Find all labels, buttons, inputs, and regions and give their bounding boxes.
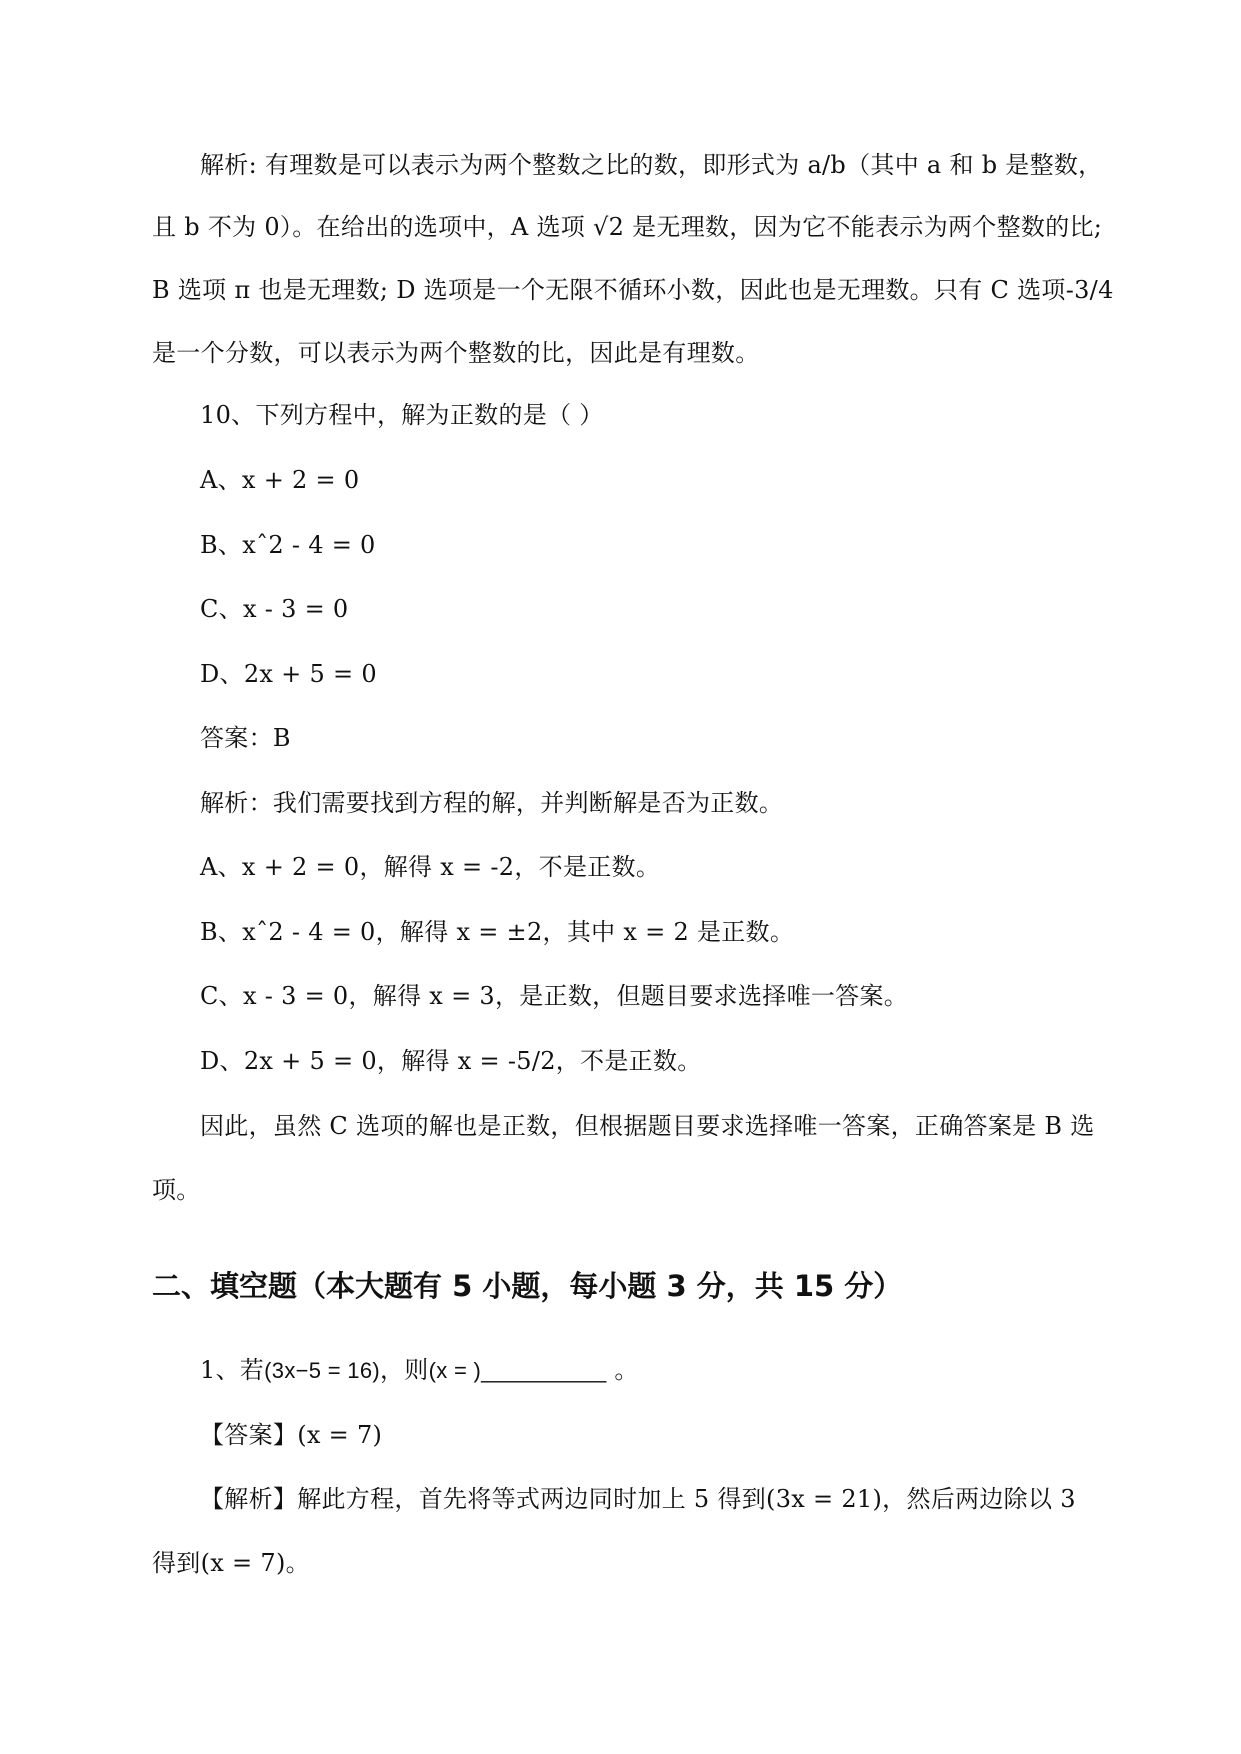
- prev-analysis-line-4: 是一个分数，可以表示为两个整数的比，因此是有理数。: [152, 339, 760, 367]
- fill-question-1-analysis-line-2-text: 得到: [152, 1549, 201, 1577]
- fill-question-1-analysis-line-1: [200, 1484, 1076, 1514]
- prev-analysis-line-1: 解析: 有理数是可以表示为两个整数之比的数，即形式为 a/b（其中 a 和 b 是整数，: [200, 151, 1103, 179]
- question-10-option-b: B、xˆ2 - 4 = 0: [200, 531, 376, 559]
- question-10-analysis-b: B、xˆ2 - 4 = 0，解得 x = ±2，其中 x = 2 是正数。: [200, 918, 795, 946]
- fill-question-1-analysis-text-1: 解此方程，首先将等式两边同时加上 5 得到: [297, 1485, 767, 1513]
- fill-question-1-answer-label: 【答案】: [200, 1421, 298, 1449]
- fill-question-1-mid: ，则: [380, 1356, 429, 1384]
- fill-question-1-equation: (3x−5 = 16): [264, 1358, 380, 1383]
- fill-question-1-analysis-label: 【解析】: [200, 1485, 298, 1513]
- question-10-analysis-d: D、2x + 5 = 0，解得 x = -5/2，不是正数。: [200, 1047, 702, 1075]
- prev-analysis-line-2: 且 b 不为 0）。在给出的选项中，A 选项 √2 是无理数，因为它不能表示为两个整数的比;: [152, 213, 1103, 241]
- fill-question-1-analysis-line-2: [152, 1548, 310, 1578]
- fill-question-1-analysis-equation-1: (3x = 21): [766, 1485, 883, 1513]
- question-10-analysis-intro: 解析：我们需要找到方程的解，并判断解是否为正数。: [200, 789, 784, 817]
- fill-question-1-analysis-line-2-end: 。: [285, 1549, 310, 1577]
- question-10-analysis-a: A、x + 2 = 0，解得 x = -2，不是正数。: [200, 853, 661, 881]
- question-10-answer: 答案：B: [200, 724, 291, 752]
- question-10-conclusion-line-1: 因此，虽然 C 选项的解也是正数，但根据题目要求选择唯一答案，正确答案是 B 选: [200, 1112, 1095, 1140]
- question-10-option-c: C、x - 3 = 0: [200, 595, 349, 623]
- question-10-analysis-c: C、x - 3 = 0，解得 x = 3，是正数，但题目要求选择唯一答案。: [200, 982, 909, 1010]
- fill-question-1-analysis-text-2: ，然后两边除以 3: [882, 1485, 1076, 1513]
- question-10-option-d: D、2x + 5 = 0: [200, 660, 377, 688]
- fill-question-1-prefix: 1、若: [200, 1356, 265, 1384]
- question-10-conclusion-line-2: 项。: [152, 1176, 201, 1204]
- fill-question-1-blank: (x = )__________: [428, 1358, 607, 1383]
- question-10-stem: 10、下列方程中，解为正数的是（ ）: [200, 401, 604, 429]
- fill-question-1-answer-value: (x = 7): [297, 1421, 383, 1449]
- fill-question-1-answer: [200, 1420, 382, 1450]
- fill-question-1-analysis-equation-2: (x = 7): [200, 1549, 286, 1577]
- prev-analysis-line-3: B 选项 π 也是无理数; D 选项是一个无限不循环小数，因此也是无理数。只有 C 选项-3/4: [152, 276, 1114, 304]
- question-10-option-a: A、x + 2 = 0: [200, 466, 360, 494]
- fill-question-1: [200, 1355, 639, 1386]
- fill-question-1-suffix: 。: [606, 1356, 639, 1384]
- section-2-heading: 二、填空题（本大题有 5 小题，每小题 3 分，共 15 分）: [152, 1269, 903, 1303]
